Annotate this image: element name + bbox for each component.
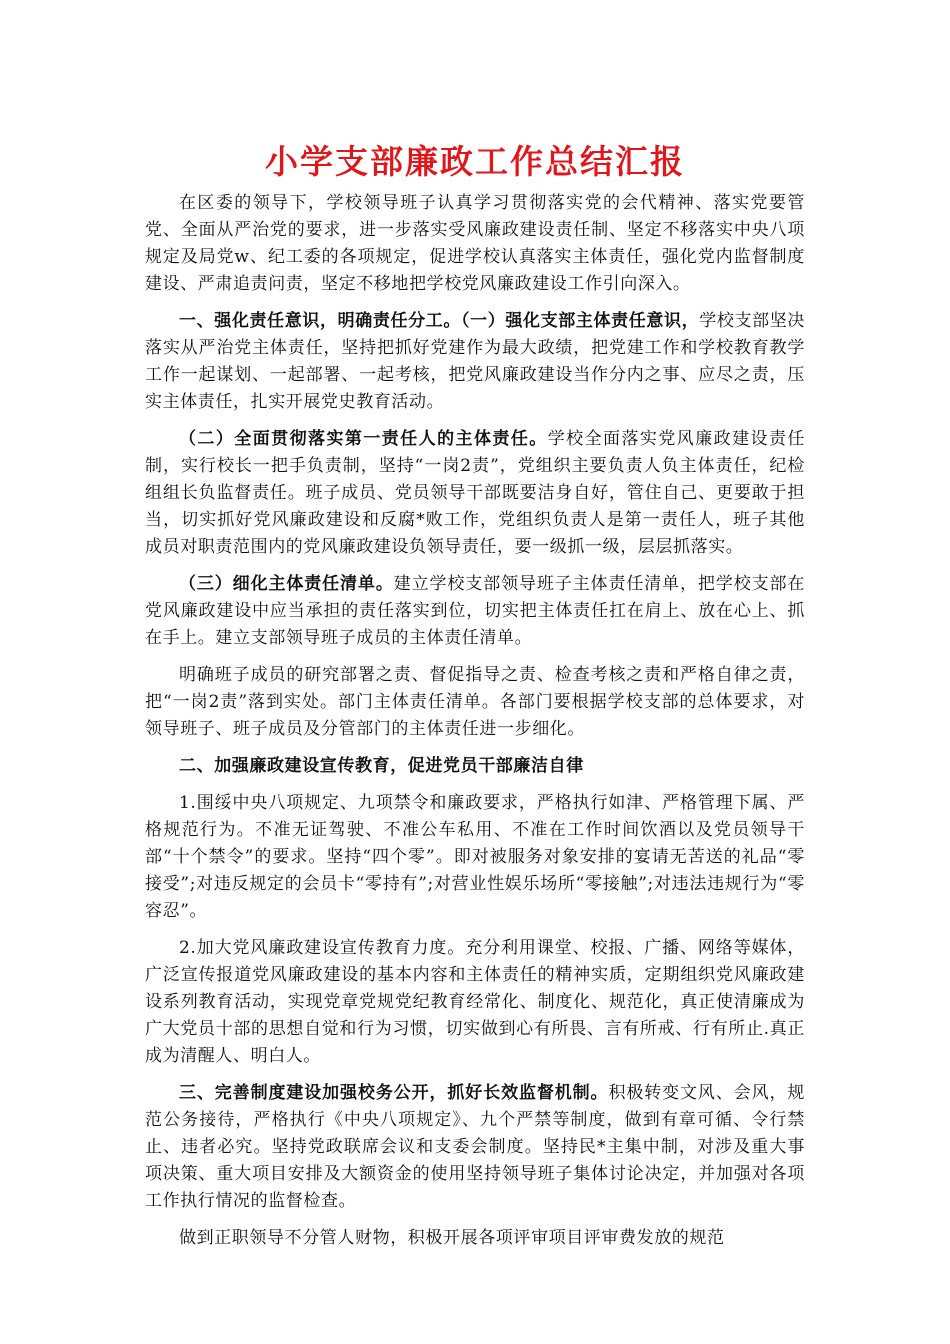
paragraph-text: 1.围绥中央八项规定、九项禁令和廉政要求，严格执行如津、严格管理下属、严格规范行为。不准无证驾驶、不准公车私用、不准在工作时间饮酒以及党员领导干部“十个禁令”的要求。坚持“四个零”。即对被服务对象安排的宴请无苦送的礼品“零接受”;对违反规定的会员卡“零持有”;对营业性娱乐场所“零接触”;对违法违规行为“零容忍”。 — [145, 793, 805, 921]
paragraph-section-1-2 — [145, 426, 805, 561]
paragraph-text: 2.加大党风廉政建设宣传教育力度。充分利用课堂、校报、广播、网络等媒体，广泛宣传报道党风廉政建设的基本内容和主体责任的精神实质，定期组织党风廉政建设系列教育活动，实现党章党规党纪教育经常化、制度化、规范化，真正使清廉成为广大党员十部的思想自觉和行为习惯，切实做到心有所畏、言有所戒、行有所止.真正成为清醒人、明白人。 — [145, 938, 805, 1066]
section-heading: 三、完善制度建设加强校务公开，抓好长效监督机制。 — [179, 1083, 609, 1103]
paragraph-text: 做到正职领导不分管人财物，积极开展各项评审项目评审费发放的规范 — [179, 1228, 725, 1248]
section-heading: 二、加强廉政建设宣传教育，促进党员干部廉洁自律 — [179, 756, 584, 776]
paragraph-text: 积极转变文风、会风，规范公务接待，严格执行《中央八项规定》、九个严禁等制度，做到有章可循、令行禁止、违者必究。坚持党政联席会议和支委会制度。坚持民*主集中制，对涉及重大事项决策、重大项目安排及大额资金的使用坚持领导班子集体讨论决定，并加强对各项工作执行情况的监督检查。 — [145, 1083, 805, 1211]
paragraph-section-2-item-2 — [145, 935, 805, 1070]
paragraph-text: 建立学校支部领导班子主体责任清单，把学校支部在党风廉政建设中应当承担的责任落实到位，切实把主体责任扛在肩上、放在心上、抓在手上。建立支部领导班子成员的主体责任清单。 — [145, 574, 805, 648]
paragraph-final — [145, 1225, 805, 1252]
document-page — [145, 140, 805, 1262]
paragraph-section-3 — [145, 1080, 805, 1215]
paragraph-text: 学校支部坚决落实从严治党主体责任，坚持把抓好党建作为最大政绩，把党建工作和学校教育教学工作一起谋划、一起部署、一起考核，把党风廉政建设当作分内之事、应尽之责，压实主体责任，扎实开展党史教育活动。 — [145, 311, 805, 412]
paragraph-text: 在区委的领导下，学校领导班子认真学习贯彻落实党的会代精神、落实党要管党、全面从严治党的要求，进一步落实受风廉政建设责任制、坚定不移落实中央八项规定及局党w、纪工委的各项规定，促进学校认真落实主体责任，强化党内监督制度建设、严肃追责问责，坚定不移地把学校党风廉政建设工作引向深入。 — [145, 193, 805, 294]
document-title: 小学支部廉政工作总结汇报 — [265, 142, 685, 181]
paragraph-section-1 — [145, 308, 805, 416]
paragraph-text: 明确班子成员的研究部署之责、督促指导之责、检查考核之责和严格自律之责，把“一岗2责”落到实处。部门主体责任清单。各部门要根据学校支部的总体要求，对领导班子、班子成员及分管部门的主体责任进一步细化。 — [145, 665, 805, 739]
paragraph-section-1-3 — [145, 571, 805, 652]
paragraph-intro — [145, 190, 805, 298]
subsection-heading: （三）细化主体责任清单。 — [179, 574, 394, 594]
paragraph-section-2-item-1 — [145, 790, 805, 925]
section-heading: 一、强化责任意识，明确责任分工。（一）强化支部主体责任意识， — [179, 311, 700, 331]
paragraph-section-2 — [145, 753, 805, 780]
subsection-heading: （二）全面贯彻落实第一责任人的主体责任。 — [179, 429, 548, 449]
paragraph-text: 学校全面落实党风廉政建设责任制，实行校长一把手负责制，坚持“一岗2责”，党组织主要负责人负主体责任，纪检组组长负监督责任。班子成员、党员领导干部既要洁身自好，管住自己、更要敢于担当，切实抓好党风廉政建设和反腐*败工作，党组织负责人是第一责任人，班子其他成员对职责范围内的党风廉政建设负领导责任，要一级抓一级，层层抓落实。 — [145, 429, 806, 557]
paragraph-responsibility-list — [145, 662, 805, 743]
